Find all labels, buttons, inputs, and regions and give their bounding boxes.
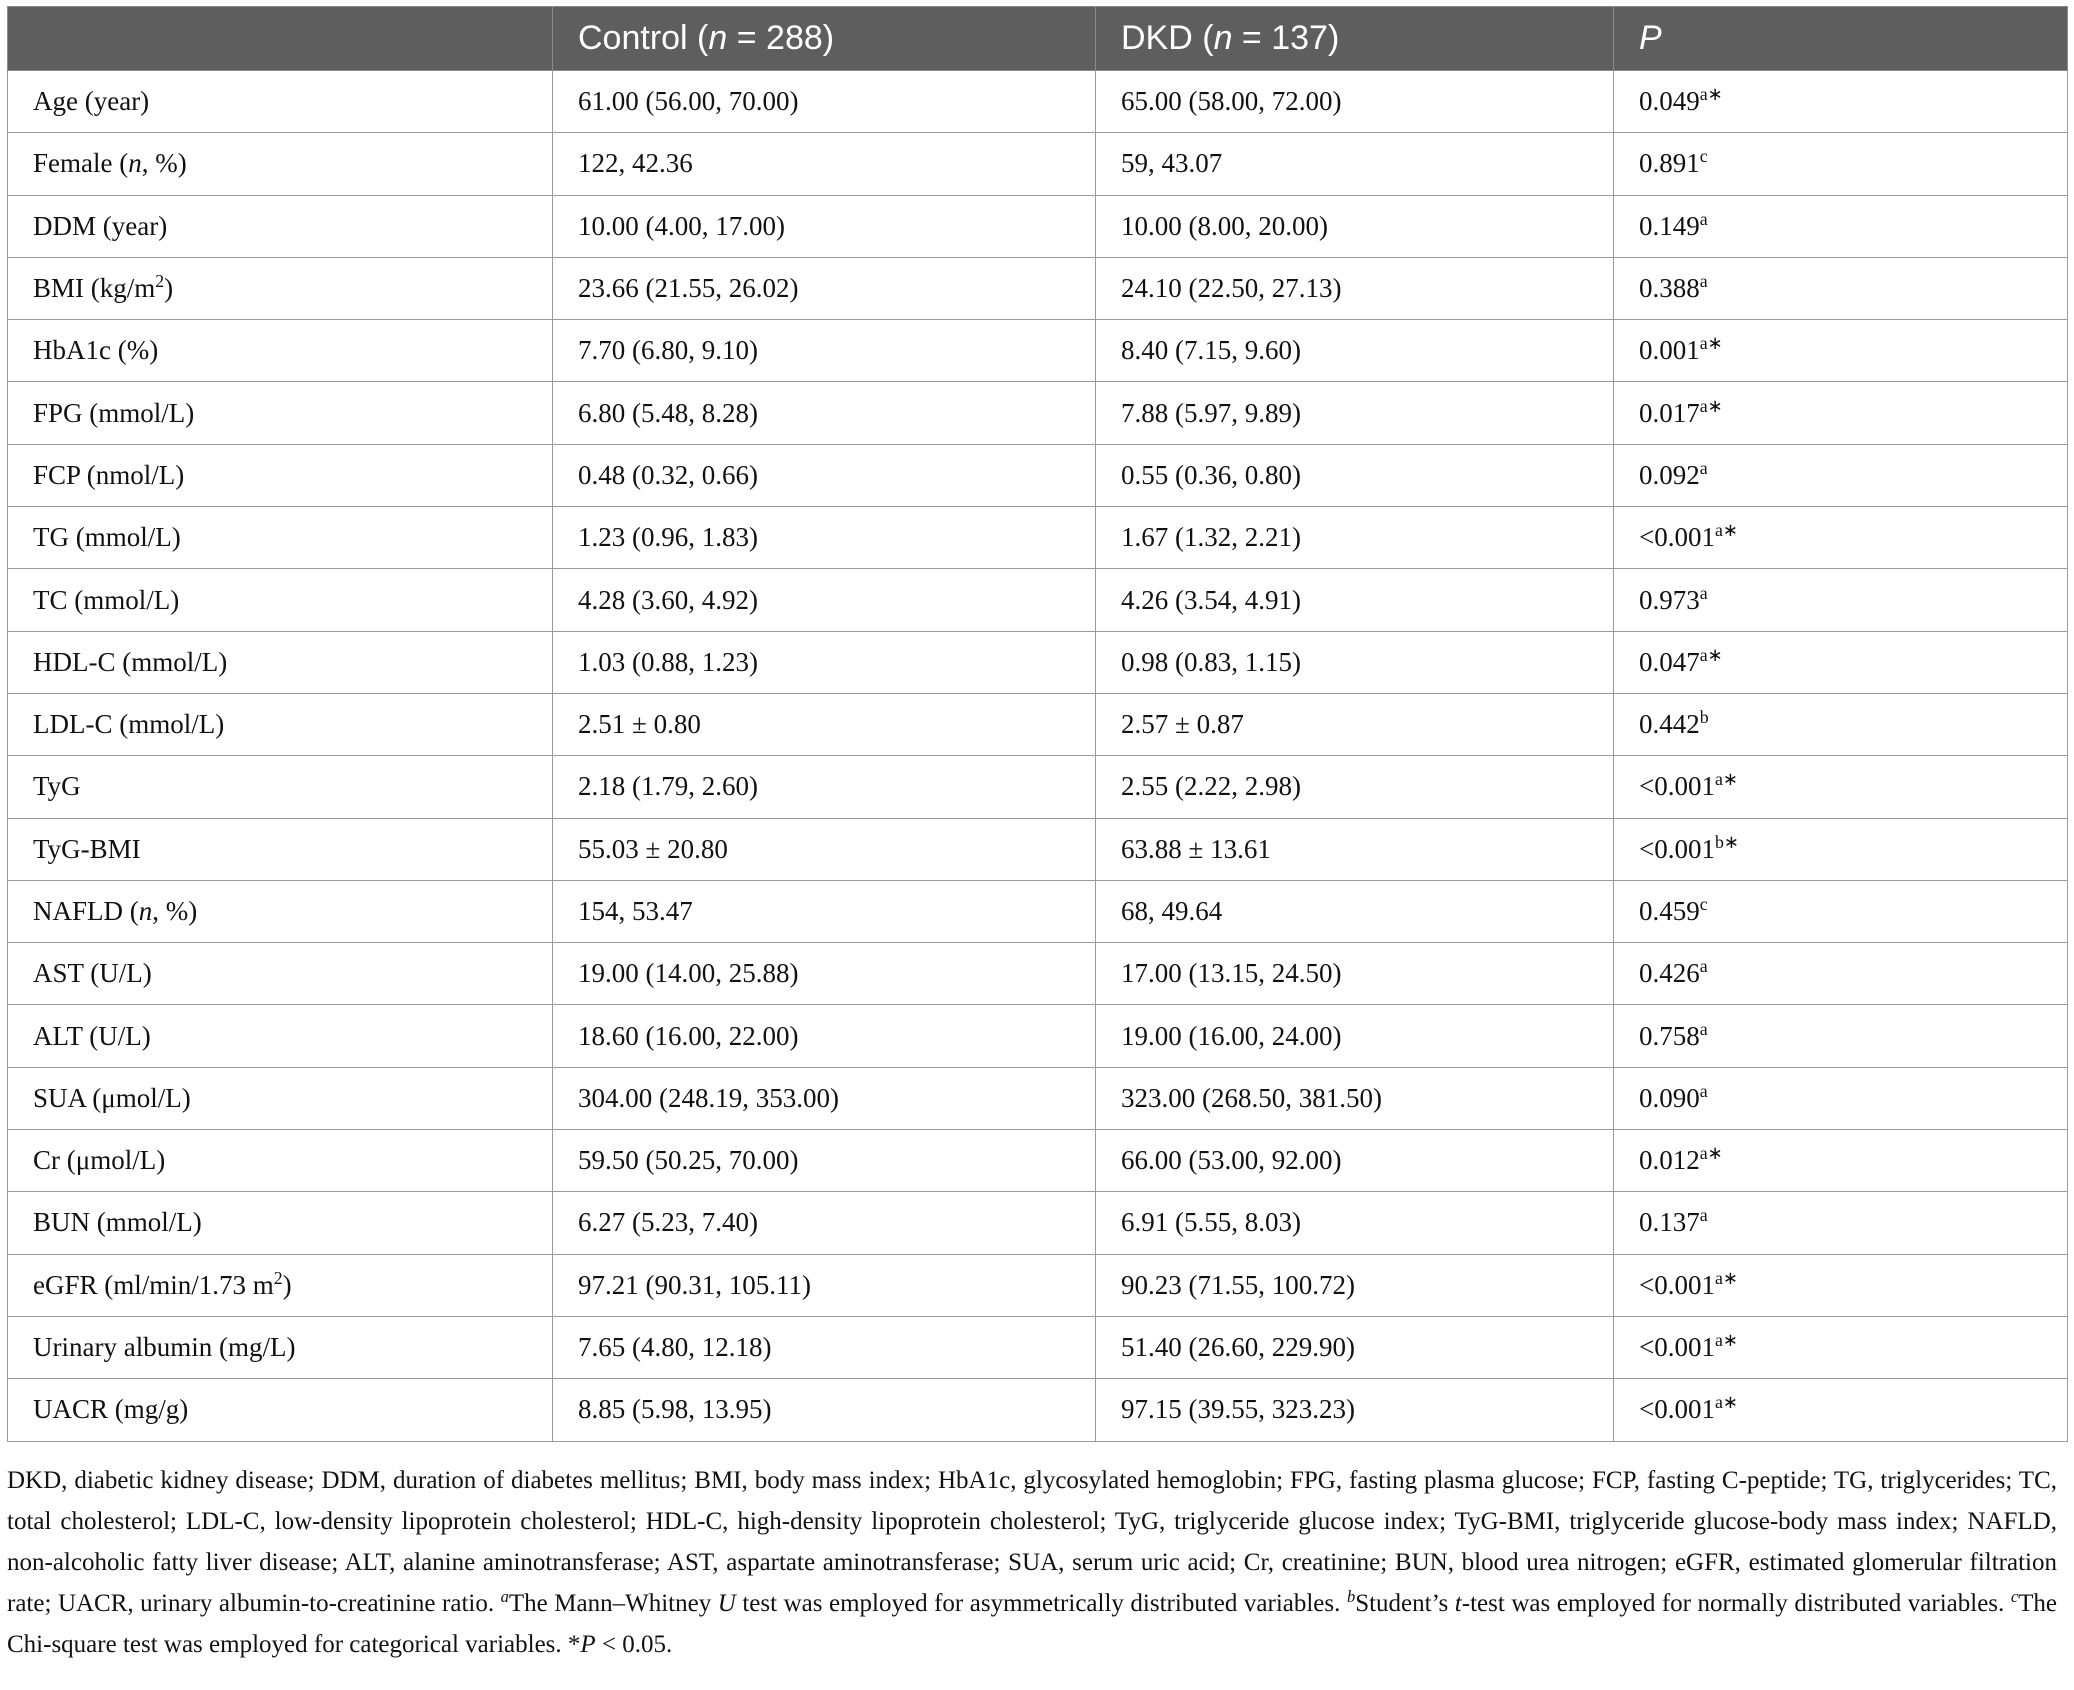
cell-control-value: 10.00 (4.00, 17.00) xyxy=(553,195,1096,257)
header-row xyxy=(8,7,2068,71)
footnote-mark-a: a xyxy=(500,1586,509,1606)
cell-variable: BMI $(kg/m^2)$ xyxy=(8,257,553,319)
table-row xyxy=(8,1192,2068,1254)
cell-p-value: $<0.001^{a∗}$ xyxy=(1614,1254,2068,1316)
cell-p-value: 0.092$^a$ xyxy=(1614,444,2068,506)
cell-p-value: 0.459$^c$ xyxy=(1614,880,2068,942)
cell-p-value: 0.388$^a$ xyxy=(1614,257,2068,319)
characteristics-table xyxy=(7,6,2068,1442)
cell-variable: TG (mmol/L) xyxy=(8,507,553,569)
cell-dkd-value: 66.00 (53.00, 92.00) xyxy=(1096,1130,1614,1192)
cell-variable: eGFR (ml/min/1.73 $m^2$) xyxy=(8,1254,553,1316)
cell-variable: FCP (nmol/L) xyxy=(8,444,553,506)
table-row xyxy=(8,693,2068,755)
cell-p-value: 0.149$^a$ xyxy=(1614,195,2068,257)
cell-control-value: 122, 42.36 xyxy=(553,133,1096,195)
cell-dkd-value: 19.00 (16.00, 24.00) xyxy=(1096,1005,1614,1067)
cell-control-value: 1.23 (0.96, 1.83) xyxy=(553,507,1096,569)
cell-variable: BUN (mmol/L) xyxy=(8,1192,553,1254)
table-header xyxy=(8,7,2068,71)
table-row xyxy=(8,195,2068,257)
cell-control-value: 2.51 ± 0.80 xyxy=(553,693,1096,755)
cell-dkd-value: 10.00 (8.00, 20.00) xyxy=(1096,195,1614,257)
cell-dkd-value: 24.10 (22.50, 27.13) xyxy=(1096,257,1614,319)
cell-variable: Female (n, %) xyxy=(8,133,553,195)
table-row xyxy=(8,1379,2068,1441)
footnote-mark-c: c xyxy=(2010,1586,2019,1606)
table-row xyxy=(8,507,2068,569)
cell-dkd-value: 2.55 (2.22, 2.98) xyxy=(1096,756,1614,818)
cell-dkd-value: 65.00 (58.00, 72.00) xyxy=(1096,71,1614,133)
table-row xyxy=(8,1316,2068,1378)
cell-variable: Cr (μmol/L) xyxy=(8,1130,553,1192)
cell-dkd-value: 7.88 (5.97, 9.89) xyxy=(1096,382,1614,444)
cell-control-value: 304.00 (248.19, 353.00) xyxy=(553,1067,1096,1129)
cell-dkd-value: 323.00 (268.50, 381.50) xyxy=(1096,1067,1614,1129)
table-row xyxy=(8,756,2068,818)
cell-control-value: 1.03 (0.88, 1.23) xyxy=(553,631,1096,693)
cell-control-value: 55.03 ± 20.80 xyxy=(553,818,1096,880)
cell-p-value: $<0.001^{a∗}$ xyxy=(1614,756,2068,818)
cell-p-value: 0.758$^a$ xyxy=(1614,1005,2068,1067)
cell-dkd-value: 0.55 (0.36, 0.80) xyxy=(1096,444,1614,506)
cell-variable: SUA (μmol/L) xyxy=(8,1067,553,1129)
cell-dkd-value: 51.40 (26.60, 229.90) xyxy=(1096,1316,1614,1378)
cell-control-value: 19.00 (14.00, 25.88) xyxy=(553,943,1096,1005)
table-row xyxy=(8,1067,2068,1129)
cell-p-value: $0.047^{a∗}$ xyxy=(1614,631,2068,693)
header-variable xyxy=(8,7,553,71)
footnote-mark-b: b xyxy=(1346,1586,1356,1606)
table-row xyxy=(8,133,2068,195)
document-page xyxy=(7,6,2067,1690)
cell-control-value: 59.50 (50.25, 70.00) xyxy=(553,1130,1096,1192)
table-row xyxy=(8,71,2068,133)
cell-variable: ALT (U/L) xyxy=(8,1005,553,1067)
header-control: Control (n = 288) xyxy=(553,7,1096,71)
cell-p-value: $0.017^{a∗}$ xyxy=(1614,382,2068,444)
cell-p-value: 0.973$^a$ xyxy=(1614,569,2068,631)
table-row xyxy=(8,943,2068,1005)
cell-variable: NAFLD (n, %) xyxy=(8,880,553,942)
cell-control-value: 7.70 (6.80, 9.10) xyxy=(553,320,1096,382)
cell-p-value: 0.090$^a$ xyxy=(1614,1067,2068,1129)
cell-dkd-value: 90.23 (71.55, 100.72) xyxy=(1096,1254,1614,1316)
cell-variable: LDL-C (mmol/L) xyxy=(8,693,553,755)
cell-dkd-value: 0.98 (0.83, 1.15) xyxy=(1096,631,1614,693)
cell-variable: DDM (year) xyxy=(8,195,553,257)
table-row xyxy=(8,257,2068,319)
cell-dkd-value: 2.57 ± 0.87 xyxy=(1096,693,1614,755)
cell-p-value: 0.442$^b$ xyxy=(1614,693,2068,755)
cell-control-value: 23.66 (21.55, 26.02) xyxy=(553,257,1096,319)
cell-control-value: 6.80 (5.48, 8.28) xyxy=(553,382,1096,444)
cell-p-value: $0.012^{a∗}$ xyxy=(1614,1130,2068,1192)
cell-dkd-value: 97.15 (39.55, 323.23) xyxy=(1096,1379,1614,1441)
cell-p-value: 0.891$^c$ xyxy=(1614,133,2068,195)
cell-dkd-value: 63.88 ± 13.61 xyxy=(1096,818,1614,880)
table-row xyxy=(8,880,2068,942)
table-row xyxy=(8,320,2068,382)
cell-variable: AST (U/L) xyxy=(8,943,553,1005)
table-row xyxy=(8,631,2068,693)
cell-control-value: 0.48 (0.32, 0.66) xyxy=(553,444,1096,506)
cell-variable: FPG (mmol/L) xyxy=(8,382,553,444)
cell-dkd-value: 1.67 (1.32, 2.21) xyxy=(1096,507,1614,569)
cell-p-value: $<0.001^{a∗}$ xyxy=(1614,1316,2068,1378)
table-row xyxy=(8,1005,2068,1067)
header-dkd: DKD (n = 137) xyxy=(1096,7,1614,71)
cell-dkd-value: 8.40 (7.15, 9.60) xyxy=(1096,320,1614,382)
cell-variable: UACR (mg/g) xyxy=(8,1379,553,1441)
cell-control-value: 154, 53.47 xyxy=(553,880,1096,942)
cell-p-value: $<0.001^{a∗}$ xyxy=(1614,1379,2068,1441)
table-body xyxy=(8,71,2068,1442)
table-row xyxy=(8,569,2068,631)
cell-variable: TC (mmol/L) xyxy=(8,569,553,631)
cell-control-value: 4.28 (3.60, 4.92) xyxy=(553,569,1096,631)
cell-variable: Urinary albumin (mg/L) xyxy=(8,1316,553,1378)
table-row xyxy=(8,382,2068,444)
cell-control-value: 18.60 (16.00, 22.00) xyxy=(553,1005,1096,1067)
cell-dkd-value: 4.26 (3.54, 4.91) xyxy=(1096,569,1614,631)
cell-control-value: 7.65 (4.80, 12.18) xyxy=(553,1316,1096,1378)
cell-dkd-value: 59, 43.07 xyxy=(1096,133,1614,195)
cell-p-value: 0.426$^a$ xyxy=(1614,943,2068,1005)
cell-control-value: 8.85 (5.98, 13.95) xyxy=(553,1379,1096,1441)
cell-variable: TyG xyxy=(8,756,553,818)
cell-dkd-value: 6.91 (5.55, 8.03) xyxy=(1096,1192,1614,1254)
cell-p-value: $0.049^{a∗}$ xyxy=(1614,71,2068,133)
cell-dkd-value: 68, 49.64 xyxy=(1096,880,1614,942)
table-row xyxy=(8,444,2068,506)
cell-p-value: 0.137$^a$ xyxy=(1614,1192,2068,1254)
cell-p-value: $0.001^{a∗}$ xyxy=(1614,320,2068,382)
table-footnote: DKD, diabetic kidney disease; DDM, duration of diabetes mellitus; BMI, body mass index; HbA1c, glycosylated hemoglobin; FPG, fasting plasma glucose; FCP, fasting C-peptide; TG, triglycerides; TC, total cholesterol; LDL-C, low-density lipoprotein cholesterol; HDL-C, high-density lipoprotein cholesterol; TyG, triglyceride glucose index; TyG-BMI, triglyceride glucose-body mass index; NAFLD, non-alcoholic fatty liver disease; ALT, alanine aminotransferase; AST, aspartate aminotransferase; SUA, serum uric acid; Cr, creatinine; BUN, blood urea nitrogen; eGFR, estimated glomerular filtration rate; UACR, urinary albumin-to-creatinine ratio. $^a$The Mann–Whitney U test was employed for asymmetrically distributed variables. $^b$Student’s t-test was employed for normally distributed variables. $^c$The Chi-square test was employed for categorical variables. *P < 0.05. xyxy=(7,1466,2058,1658)
cell-control-value: 2.18 (1.79, 2.60) xyxy=(553,756,1096,818)
cell-p-value: $<0.001^{a∗}$ xyxy=(1614,507,2068,569)
cell-variable: HbA1c (%) xyxy=(8,320,553,382)
cell-control-value: 97.21 (90.31, 105.11) xyxy=(553,1254,1096,1316)
table-row xyxy=(8,1130,2068,1192)
cell-control-value: 6.27 (5.23, 7.40) xyxy=(553,1192,1096,1254)
footnote-abbreviations: DKD, diabetic kidney disease; DDM, duration of diabetes mellitus; BMI, body mass index; HbA1c, glycosylated hemoglobin; FPG, fasting plasma glucose; FCP, fasting C-peptide; TG, triglycerides; TC, total cholesterol; LDL-C, low-density lipoprotein cholesterol; HDL-C, high-density lipoprotein cholesterol; TyG, triglyceride glucose index; TyG-BMI, triglyceride glucose-body mass index; NAFLD, non-alcoholic fatty liver disease; ALT, alanine aminotransferase; AST, aspartate aminotransferase; SUA, serum uric acid; Cr, creatinine; BUN, blood urea nitrogen; eGFR, estimated glomerular filtration rate; UACR, urinary albumin-to-creatinine ratio. xyxy=(7,1466,2057,1617)
header-p-value: P xyxy=(1614,7,2068,71)
cell-variable: HDL-C (mmol/L) xyxy=(8,631,553,693)
cell-dkd-value: 17.00 (13.15, 24.50) xyxy=(1096,943,1614,1005)
cell-control-value: 61.00 (56.00, 70.00) xyxy=(553,71,1096,133)
cell-variable: Age (year) xyxy=(8,71,553,133)
table-row xyxy=(8,1254,2068,1316)
footnote-significance-mark: * xyxy=(567,1630,581,1658)
table-row xyxy=(8,818,2068,880)
cell-p-value: $<0.001^{b∗}$ xyxy=(1614,818,2068,880)
cell-variable: TyG-BMI xyxy=(8,818,553,880)
